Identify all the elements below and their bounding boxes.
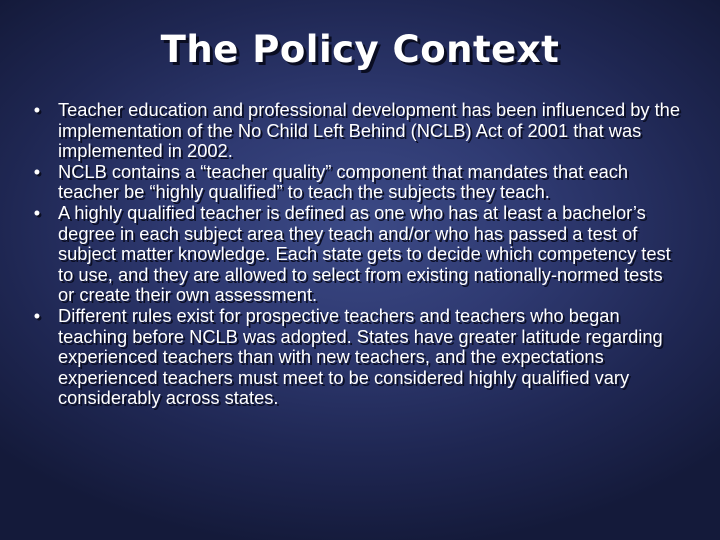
bullet-text: Different rules exist for prospective teachers and teachers who began teaching before NCLB was adopted. States have greater latitude regarding experienced teachers than with new teachers, and the expectations experienced teachers must meet to be considered highly qualified vary considerably across states.: [58, 304, 663, 409]
bullet-text: Teacher education and professional development has been influenced by the implementation of the No Child Left Behind (NCLB) Act of 2001 that was implemented in 2002.: [58, 99, 680, 162]
bullet-item: [28, 100, 683, 162]
slide-title: The Policy Context: [160, 28, 560, 71]
bullet-item: [28, 162, 683, 203]
bullet-text: A highly qualified teacher is defined as one who has at least a bachelor’s degree in each subject area they teach and/or who has passed a test of subject matter knowledge. Each state gets to decide which competency test to use, and they are allowed to select from existing nationally-normed tests or create their own assessment.: [58, 201, 671, 306]
bullet-list: [28, 100, 683, 409]
bullet-icon: •: [33, 160, 41, 182]
bullet-item: [28, 306, 683, 409]
bullet-text: NCLB contains a “teacher quality” component that mandates that each teacher be “highly qualified” to teach the subjects they teach.: [58, 160, 629, 203]
bullet-icon: •: [33, 201, 41, 223]
bullet-item: [28, 203, 683, 306]
bullet-icon: •: [33, 304, 41, 326]
bullet-icon: •: [33, 99, 41, 120]
